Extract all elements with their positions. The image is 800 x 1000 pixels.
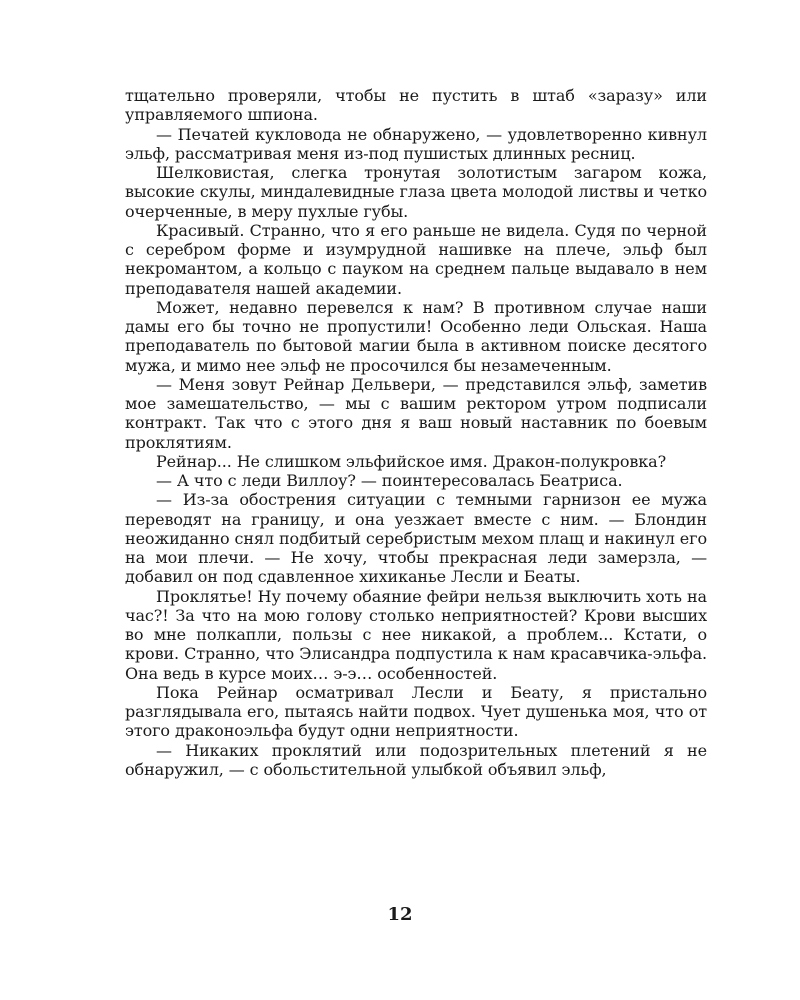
paragraph-7: Рейнар... Не слишком эльфийское имя. Дракон-полукровка?: [156, 451, 667, 471]
paragraph-5: Может, недавно перевелся к нам? В противном случае наши дамы его бы точно не пропустили! Особенно леди Ольская. Наша преподаватель по бытовой магии была в активном поиске десятого мужа, и мимо нее эльф не просочился бы незамеченным.: [125, 297, 707, 375]
paragraph-6: — Меня зовут Рейнар Дельвери, — представился эльф, заметив мое замешательство, — мы с вашим ректором утром подписали контракт. Так что с этого дня я ваш новый наставник по боевым проклятиям.: [125, 374, 707, 452]
paragraph-8: — А что с леди Виллоу? — поинтересовалась Беатриса.: [156, 471, 623, 490]
paragraph-3: Шелковистая, слегка тронутая золотистым загаром кожа, высокие скулы, миндалевидные глаза цвета молодой листвы и четко очерченные, в меру пухлые губы.: [125, 163, 707, 221]
paragraph-12: — Никаких проклятий или подозрительных плетений я не обнаружил, — с обольстительной улыбкой объявил эльф,: [125, 740, 707, 779]
paragraph-9: — Из-за обострения ситуации с темными гарнизон ее мужа переводят на границу, и она уезжает вместе с ним. — Блондин неожиданно снял подбитый серебристым мехом плащ и накинул его на мои плечи. — Не хочу, чтобы прекрасная леди замерзла, — добавил он под сдавленное хихиканье Лесли и Беаты.: [125, 490, 707, 587]
page-number: 12: [387, 904, 413, 925]
paragraph-4: Красивый. Странно, что я его раньше не видела. Судя по черной с серебром форме и изумрудной нашивке на плече, эльф был некромантом, а кольцо с пауком на среднем пальце выдавало в нем преподавателя нашей академии.: [125, 220, 707, 298]
paragraph-11: Пока Рейнар осматривал Лесли и Беату, я пристально разглядывала его, пытаясь найти подвох. Чует душенька моя, что от этого драконоэльфа будут одни неприятности.: [125, 682, 707, 741]
paragraph-1: тщательно проверяли, чтобы не пустить в штаб «заразу» или управляемого шпиона.: [125, 86, 707, 125]
paragraph-2: — Печатей кукловода не обнаружено, — удовлетворенно кивнул эльф, рассматривая меня из-под пушистых длинных ресниц.: [125, 124, 707, 163]
paragraph-10: Проклятье! Ну почему обаяние фейри нельзя выключить хоть на час?! За что на мою голову столько неприятностей? Крови высших во мне полкапли, пользы с нее никакой, а проблем... Кстати, о крови. Странно, что Элисандра подпустила к нам красавчика-эльфа. Она ведь в курсе моих… э-э… особенностей.: [125, 586, 707, 683]
page-body: [125, 86, 707, 779]
